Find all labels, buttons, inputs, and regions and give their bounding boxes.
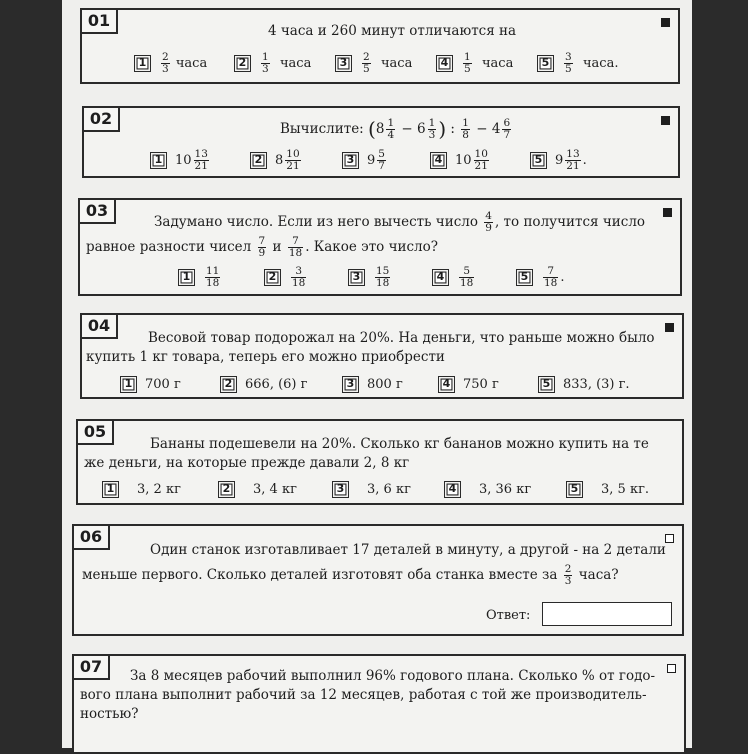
answer-input-box[interactable] — [542, 602, 672, 626]
fraction: 1 8 — [462, 117, 469, 141]
fraction: 7 9 — [258, 235, 266, 259]
option-4[interactable]: 4 3, 36 кг — [444, 477, 531, 501]
option-1[interactable]: 1 10 13 21 — [150, 148, 211, 172]
task-line-2: меньше первого. Сколько деталей изготовят оба станка вместе за 2 3 часа? — [82, 563, 619, 587]
task-question: Вычислите: ( 8 1 4 − 6 1 3 ) : 1 8 − 4 6 7 — [280, 118, 513, 141]
fraction: 4 9 — [485, 210, 492, 234]
option-4[interactable]: 4 10 10 21 — [430, 148, 491, 172]
fraction: 2 3 — [162, 50, 169, 75]
option-number-box[interactable]: 3 — [348, 269, 365, 286]
option-5[interactable]: 5 833, (3) г. — [538, 372, 630, 396]
answer-options — [84, 148, 678, 172]
task-number: 03 — [78, 198, 116, 224]
task-03 — [78, 198, 682, 296]
fraction: 2 3 — [564, 563, 572, 587]
option-number-box[interactable]: 2 — [234, 55, 251, 72]
task-line-1: Задумано число. Если из него вычесть число 4 9 , то получится число — [154, 210, 646, 234]
option-number-box[interactable]: 2 — [250, 152, 267, 169]
empty-square-marker — [667, 664, 676, 673]
option-number-box[interactable]: 3 — [332, 481, 349, 498]
filled-square-marker — [661, 116, 670, 125]
fraction: 1 3 — [262, 50, 269, 75]
task-question: 4 часа и 260 минут отличаются на — [268, 23, 517, 39]
option-number-box[interactable]: 4 — [436, 55, 453, 72]
option-number-box[interactable]: 1 — [150, 152, 167, 169]
option-number-box[interactable]: 5 — [530, 152, 547, 169]
fraction: 1 5 — [464, 50, 471, 75]
option-2[interactable]: 2 666, (6) г — [220, 372, 307, 396]
task-line-1: За 8 месяцев рабочий выполнил 96% годового плана. Сколько % от годо- — [130, 668, 656, 684]
option-number-box[interactable]: 5 — [538, 376, 555, 393]
task-number: 07 — [72, 654, 110, 680]
option-number-box[interactable]: 2 — [218, 481, 235, 498]
option-number-box[interactable]: 1 — [120, 376, 137, 393]
task-line-2: вого плана выполнит рабочий за 12 месяцев, работая с той же производитель- — [80, 687, 647, 703]
option-1[interactable]: 1 700 г — [120, 372, 181, 396]
option-5[interactable]: 5 9 13 21 . — [530, 148, 587, 172]
option-number-box[interactable]: 4 — [444, 481, 461, 498]
option-5[interactable]: 5 3, 5 кг. — [566, 477, 649, 501]
answer-options — [82, 372, 682, 396]
task-02 — [82, 106, 680, 178]
task-line-2: купить 1 кг товара, теперь его можно приобрести — [86, 349, 445, 365]
option-3[interactable]: 3 9 5 7 — [342, 148, 388, 172]
task-number: 05 — [76, 419, 114, 445]
task-04 — [80, 313, 684, 399]
option-3[interactable]: 3 800 г — [342, 372, 403, 396]
task-number: 04 — [80, 313, 118, 339]
task-06 — [72, 524, 684, 636]
option-number-box[interactable]: 4 — [438, 376, 455, 393]
option-1[interactable]: 1 11 18 — [178, 265, 222, 289]
task-07 — [72, 654, 686, 754]
filled-square-marker — [661, 18, 670, 27]
task-line-1: Один станок изготавливает 17 деталей в минуту, а другой - на 2 детали — [150, 542, 666, 558]
filled-square-marker — [663, 208, 672, 217]
mixed-number: 6 1 3 — [417, 117, 436, 141]
option-4[interactable]: 4 5 18 — [432, 265, 476, 289]
option-2[interactable]: 2 8 10 21 — [250, 148, 303, 172]
task-line-1: Бананы подешевели на 20%. Сколько кг бананов можно купить на те — [150, 436, 649, 452]
option-number-box[interactable]: 1 — [178, 269, 195, 286]
option-number-box[interactable]: 5 — [537, 55, 554, 72]
task-line-2: равное разности чисел 7 9 и 7 18 . Какое это число? — [86, 235, 439, 259]
option-2[interactable]: 2 3, 4 кг — [218, 477, 297, 501]
option-3[interactable]: 3 3, 6 кг — [332, 477, 411, 501]
option-3[interactable]: 3 2 5 часа — [335, 51, 412, 75]
option-2[interactable]: 2 1 3 часа — [234, 51, 311, 75]
option-number-box[interactable]: 1 — [102, 481, 119, 498]
answer-label: Ответ: — [486, 608, 531, 623]
answer-options — [80, 265, 680, 289]
worksheet-page — [62, 0, 692, 748]
fraction: 3 5 — [565, 50, 572, 75]
option-number-box[interactable]: 5 — [516, 269, 533, 286]
option-number-box[interactable]: 1 — [134, 55, 151, 72]
option-1[interactable]: 1 3, 2 кг — [102, 477, 181, 501]
option-number-box[interactable]: 4 — [430, 152, 447, 169]
task-line-3: ностью? — [80, 706, 139, 722]
option-number-box[interactable]: 3 — [342, 152, 359, 169]
option-number-box[interactable]: 4 — [432, 269, 449, 286]
option-5[interactable]: 5 3 5 часа. — [537, 51, 618, 75]
answer-options — [82, 51, 678, 75]
option-4[interactable]: 4 1 5 часа — [436, 51, 513, 75]
option-3[interactable]: 3 15 18 — [348, 265, 392, 289]
option-number-box[interactable]: 5 — [566, 481, 583, 498]
option-number-box[interactable]: 2 — [220, 376, 237, 393]
task-01 — [80, 8, 680, 84]
option-number-box[interactable]: 3 — [342, 376, 359, 393]
option-5[interactable]: 5 7 18 . — [516, 265, 565, 289]
option-number-box[interactable]: 2 — [264, 269, 281, 286]
task-05 — [76, 419, 684, 505]
fraction: 2 5 — [363, 50, 370, 75]
mixed-number: 4 6 7 — [491, 117, 511, 141]
empty-square-marker — [665, 534, 674, 543]
fraction: 7 18 — [288, 235, 303, 259]
task-number: 01 — [80, 8, 118, 34]
task-line-2: же деньги, на которые прежде давали 2, 8 кг — [84, 455, 410, 471]
task-line-1: Весовой товар подорожал на 20%. На деньги, что раньше можно было — [148, 330, 655, 346]
option-1[interactable]: 1 2 3 часа — [134, 51, 207, 75]
mixed-number: 8 1 4 — [375, 117, 395, 141]
option-number-box[interactable]: 3 — [335, 55, 352, 72]
option-2[interactable]: 2 3 18 — [264, 265, 308, 289]
answer-options — [78, 477, 682, 501]
task-number: 06 — [72, 524, 110, 550]
option-4[interactable]: 4 750 г — [438, 372, 499, 396]
task-number: 02 — [82, 106, 120, 132]
filled-square-marker — [665, 323, 674, 332]
